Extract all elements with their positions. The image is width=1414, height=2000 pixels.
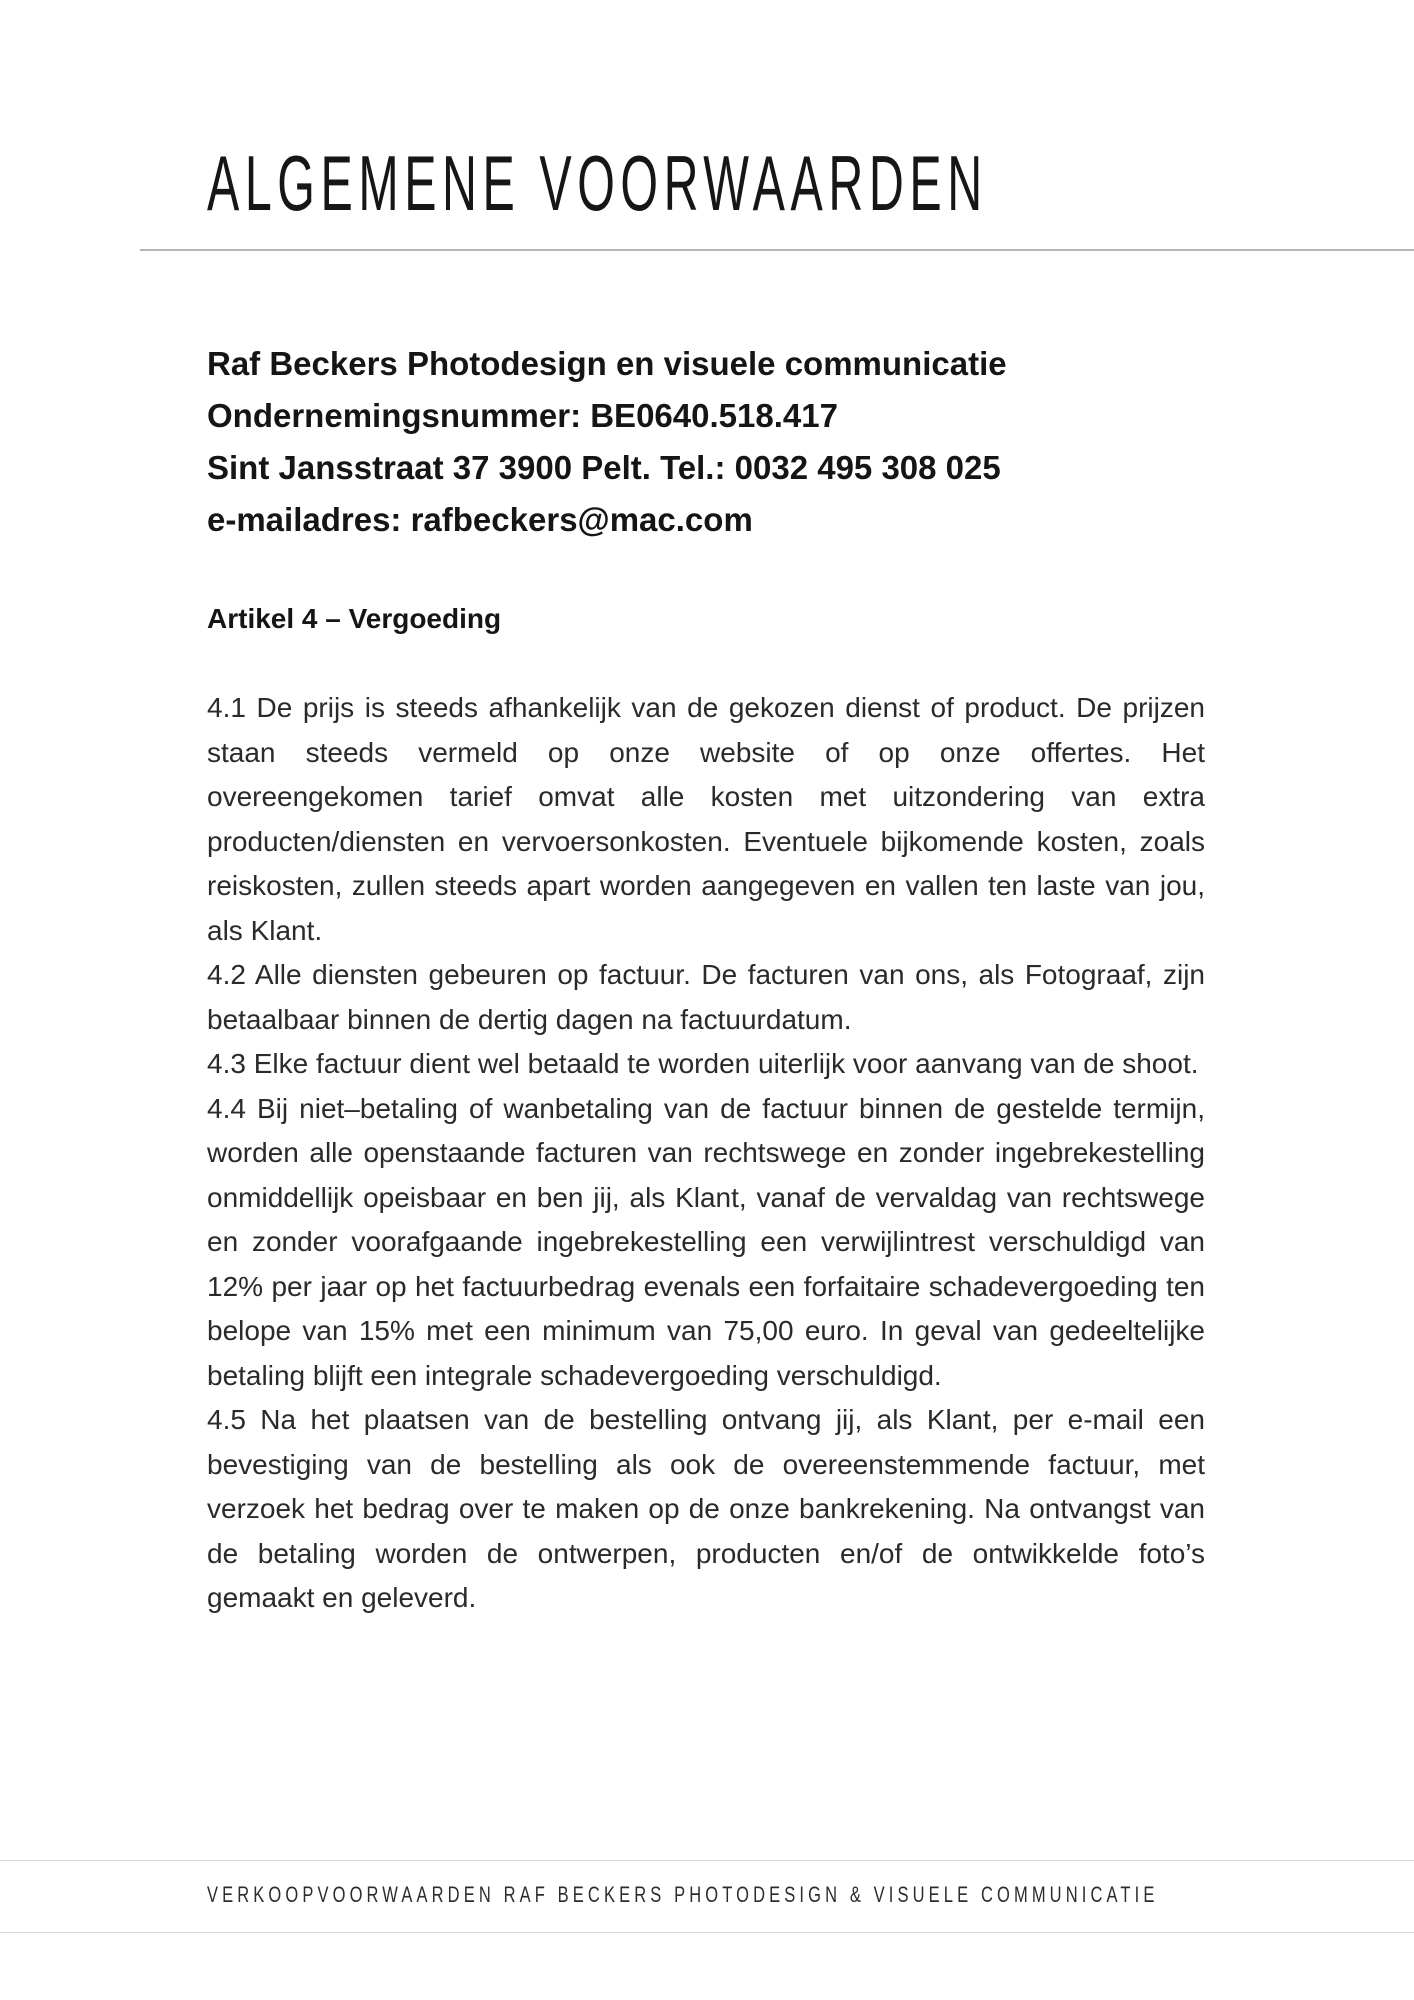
- company-details: [207, 338, 1217, 546]
- title-divider: [140, 249, 1414, 251]
- clause-4-3: 4.3 Elke factuur dient wel betaald te worden uiterlijk voor aanvang van de shoot.: [207, 1048, 1199, 1079]
- clause-4-5: 4.5 Na het plaatsen van de bestelling ontvang jij, als Klant, per e-mail een bevestiging van de bestelling als ook de overeenstemmende factuur, met verzoek het bedrag over te maken op de onze bankrekening. Na ontvangst van de betaling worden de ontwerpen, producten en/of de ontwikkelde foto’s gemaakt en geleverd.: [207, 1404, 1205, 1613]
- clause-4-4: 4.4 Bij niet–betaling of wanbetaling van de factuur binnen de gestelde termijn, worden alle openstaande facturen van rechtswege en zonder ingebrekestelling onmiddellijk opeisbaar en ben jij, als Klant, vanaf de vervaldag van rechtswege en zonder voorafgaande ingebrekestelling een verwijlintrest verschuldigd van 12% per jaar op het factuurbedrag evenals een forfaitaire schadevergoeding ten belope van 15% met een minimum van 75,00 euro. In geval van gedeeltelijke betaling blijft een integrale schadevergoeding verschuldigd.: [207, 1092, 1205, 1391]
- company-registration-number: Ondernemingsnummer: BE0640.518.417: [207, 397, 838, 434]
- company-email: e-mailadres: rafbeckers@mac.com: [207, 501, 753, 538]
- article-body: [207, 686, 1205, 1621]
- article-heading: Artikel 4 – Vergoeding: [207, 603, 502, 634]
- footer-text: VERKOOPVOORWAARDEN RAF BECKERS PHOTODESIGN & VISUELE COMMUNICATIE: [207, 1882, 1159, 1907]
- footer-divider-top: [0, 1860, 1414, 1861]
- page-title: ALGEMENE VOORWAARDEN: [207, 139, 988, 227]
- clause-4-1: 4.1 De prijs is steeds afhankelijk van de gekozen dienst of product. De prijzen staan steeds vermeld op onze website of op onze offertes. Het overeengekomen tarief omvat alle kosten met uitzondering van extra producten/diensten en vervoersonkosten. Eventuele bijkomende kosten, zoals reiskosten, zullen steeds apart worden aangegeven en vallen ten laste van jou, als Klant.: [207, 692, 1205, 946]
- company-address-phone: Sint Jansstraat 37 3900 Pelt. Tel.: 0032 495 308 025: [207, 449, 1001, 486]
- footer-divider-bottom: [0, 1932, 1414, 1933]
- clause-4-2: 4.2 Alle diensten gebeuren op factuur. De facturen van ons, als Fotograaf, zijn betaalbaar binnen de dertig dagen na factuurdatum.: [207, 959, 1205, 1035]
- company-name: Raf Beckers Photodesign en visuele communicatie: [207, 345, 1007, 382]
